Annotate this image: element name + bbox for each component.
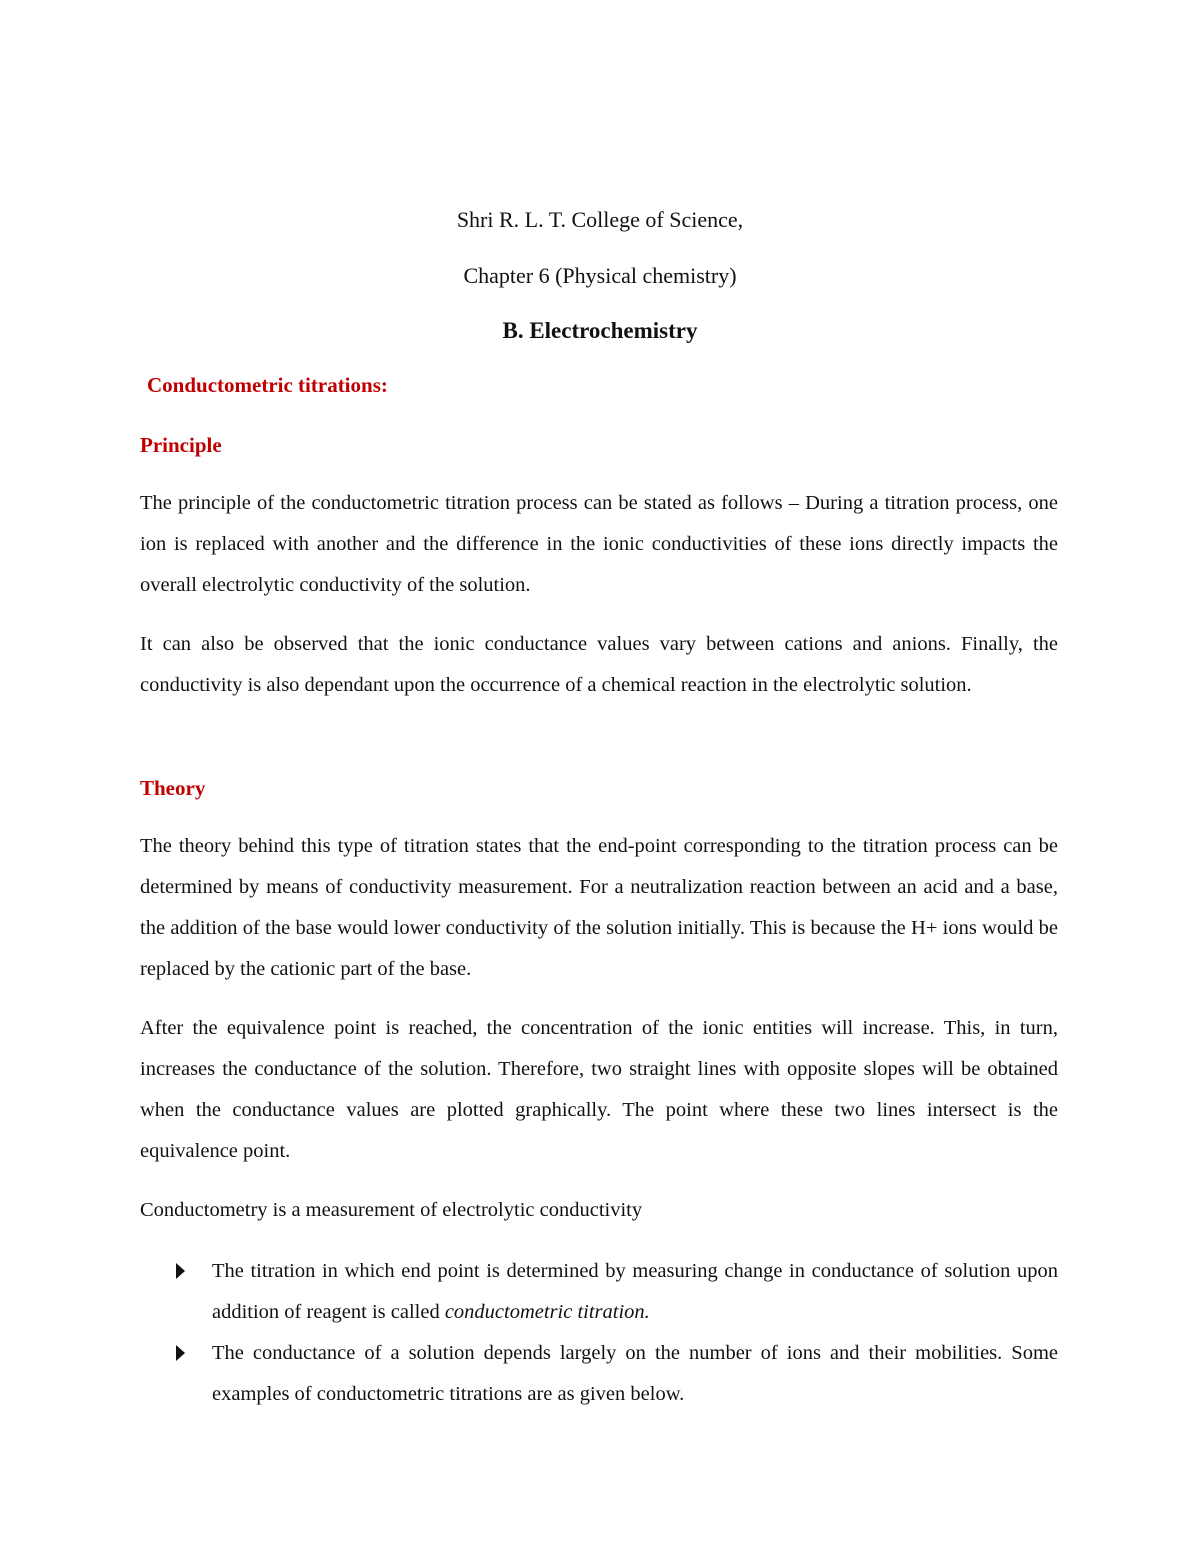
theory-heading: Theory <box>140 776 206 800</box>
triangle-bullet-icon <box>176 1345 185 1361</box>
list-item <box>140 1333 1058 1415</box>
theory-paragraph-1: The theory behind this type of titration states that the end-point corresponding to the titration process can be determined by means of conductivity measurement. For a neutralization reaction between an acid and a base, the addition of the base would lower conductivity of the solution initially. This is because the H+ ions would be replaced by the cationic part of the base. <box>140 835 1058 980</box>
bullet-text: The conductance of a solution depends largely on the number of ions and their mobilities. Some examples of conductometric titrations are as given below. <box>212 1342 1058 1405</box>
theory-paragraph-2: After the equivalence point is reached, the concentration of the ionic entities will increase. This, in turn, increases the conductance of the solution. Therefore, two straight lines with opposite slopes will be obtained when the conductance values are plotted graphically. The point where these two lines intersect is the equivalence point. <box>140 1017 1058 1162</box>
college-name: Shri R. L. T. College of Science, <box>456 207 744 232</box>
definition-paragraph: Conductometry is a measurement of electrolytic conductivity <box>140 1199 643 1221</box>
section-title: B. Electrochemistry <box>502 318 698 343</box>
main-heading: Conductometric titrations: <box>147 373 388 397</box>
list-item <box>140 1251 1058 1333</box>
triangle-bullet-icon <box>176 1263 185 1279</box>
principle-paragraph-2: It can also be observed that the ionic conductance values vary between cations and anions. Finally, the conductivity is also dependant upon the occurrence of a chemical reaction in the electrolytic solution. <box>140 633 1058 696</box>
bullet-list <box>140 1251 1058 1415</box>
principle-heading: Principle <box>140 433 222 457</box>
chapter-title: Chapter 6 (Physical chemistry) <box>463 263 737 288</box>
bullet-italic-term: conductometric titration. <box>444 1301 650 1323</box>
principle-paragraph-1: The principle of the conductometric titration process can be stated as follows – During a titration process, one ion is replaced with another and the difference in the ionic conductivities of these ions directly impacts the overall electrolytic conductivity of the solution. <box>140 492 1058 596</box>
bullet-text: The titration in which end point is determined by measuring change in conductance of solution upon addition of reagent is called <box>212 1260 1058 1323</box>
